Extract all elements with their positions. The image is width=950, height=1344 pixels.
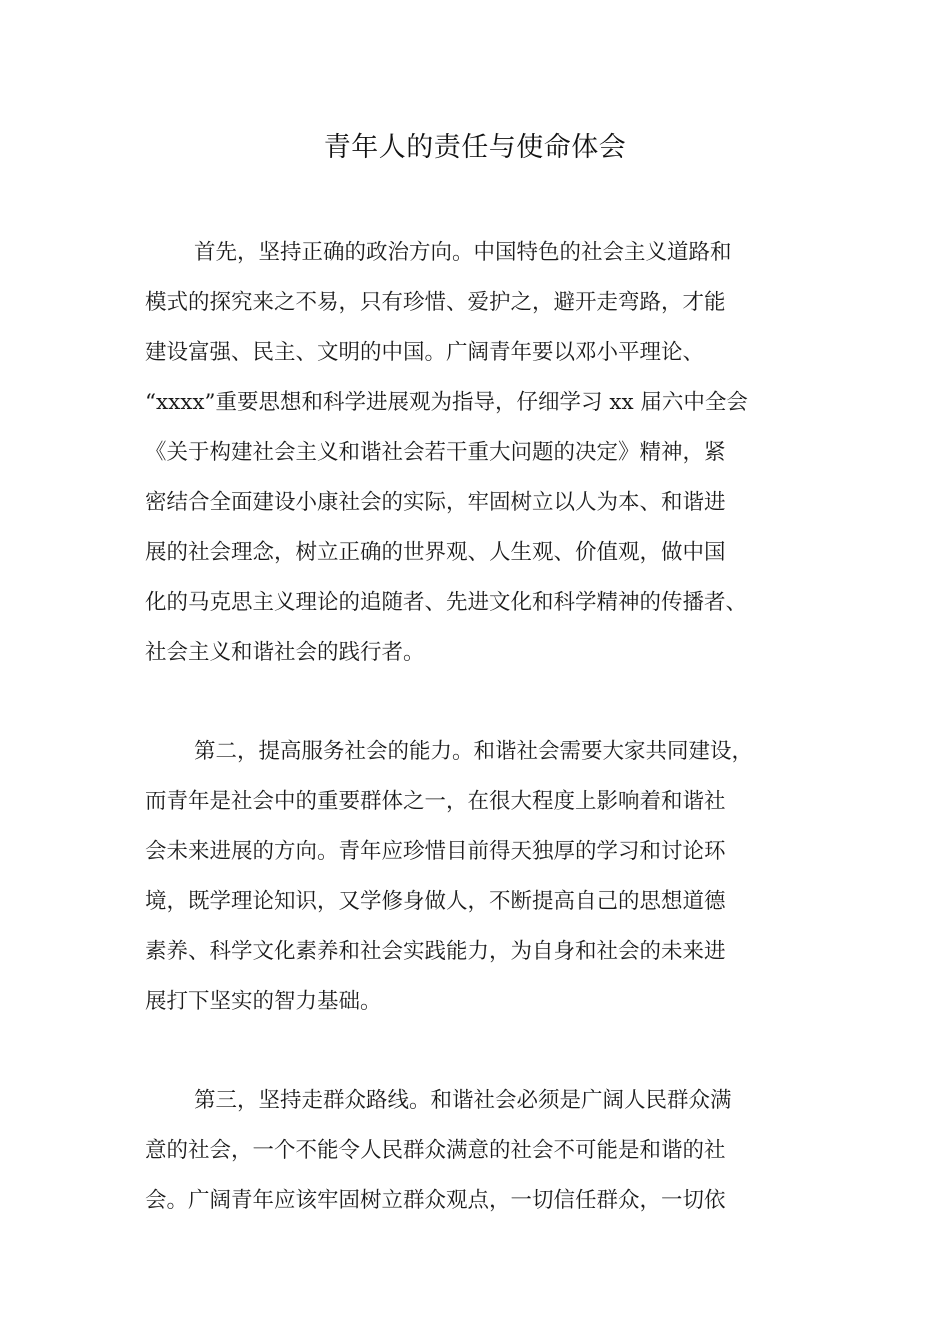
document-title: 青年人的责任与使命体会 (323, 132, 627, 163)
paragraph-line: 素养、科学文化素养和社会实践能力，为自身和社会的未来进 (145, 939, 726, 964)
paragraph-line: 展打下坚实的智力基础。 (145, 989, 382, 1014)
paragraph-2 (145, 727, 835, 1027)
paragraph-spacer (145, 1027, 835, 1076)
paragraph-3 (145, 1076, 835, 1226)
paragraph-line: 而青年是社会中的重要群体之一，在很大程度上影响着和谐社 (145, 789, 726, 814)
paragraph-spacer (145, 678, 835, 727)
paragraph-line: 境，既学理论知识，又学修身做人，不断提高自己的思想道德 (145, 889, 726, 914)
paragraph-line: 会。广阔青年应该牢固树立群众观点，一切信任群众，一切依 (145, 1188, 726, 1213)
paragraph-line: 《关于构建社会主义和谐社会若干重大问题的决定》精神，紧 (145, 440, 726, 465)
paragraph-line: 社会主义和谐社会的践行者。 (145, 640, 425, 665)
document-body (145, 228, 835, 1226)
paragraph-line: “xxxx”重要思想和科学进展观为指导，仔细学习 xx 届六中全会 (145, 390, 748, 415)
paragraph-line: 首先，坚持正确的政治方向。中国特色的社会主义道路和 (194, 240, 732, 265)
paragraph-line: 第二，提高服务社会的能力。和谐社会需要大家共同建设， (194, 739, 754, 764)
paragraph-line: 密结合全面建设小康社会的实际，牢固树立以人为本、和谐进 (145, 490, 726, 515)
paragraph-line: 意的社会，一个不能令人民群众满意的社会不可能是和谐的社 (145, 1138, 726, 1163)
paragraph-line: 会未来进展的方向。青年应珍惜目前得天独厚的学习和讨论环 (145, 839, 726, 864)
paragraph-line: 展的社会理念，树立正确的世界观、人生观、价值观，做中国 (145, 540, 726, 565)
paragraph-line: 建设富强、民主、文明的中国。广阔青年要以邓小平理论、 (145, 340, 705, 365)
paragraph-line: 第三，坚持走群众路线。和谐社会必须是广阔人民群众满 (194, 1088, 732, 1113)
paragraph-line: 模式的探究来之不易，只有珍惜、爱护之，避开走弯路，才能 (145, 290, 726, 315)
paragraph-line: 化的马克思主义理论的追随者、先进文化和科学精神的传播者、 (145, 590, 748, 615)
paragraph-1 (145, 228, 835, 678)
